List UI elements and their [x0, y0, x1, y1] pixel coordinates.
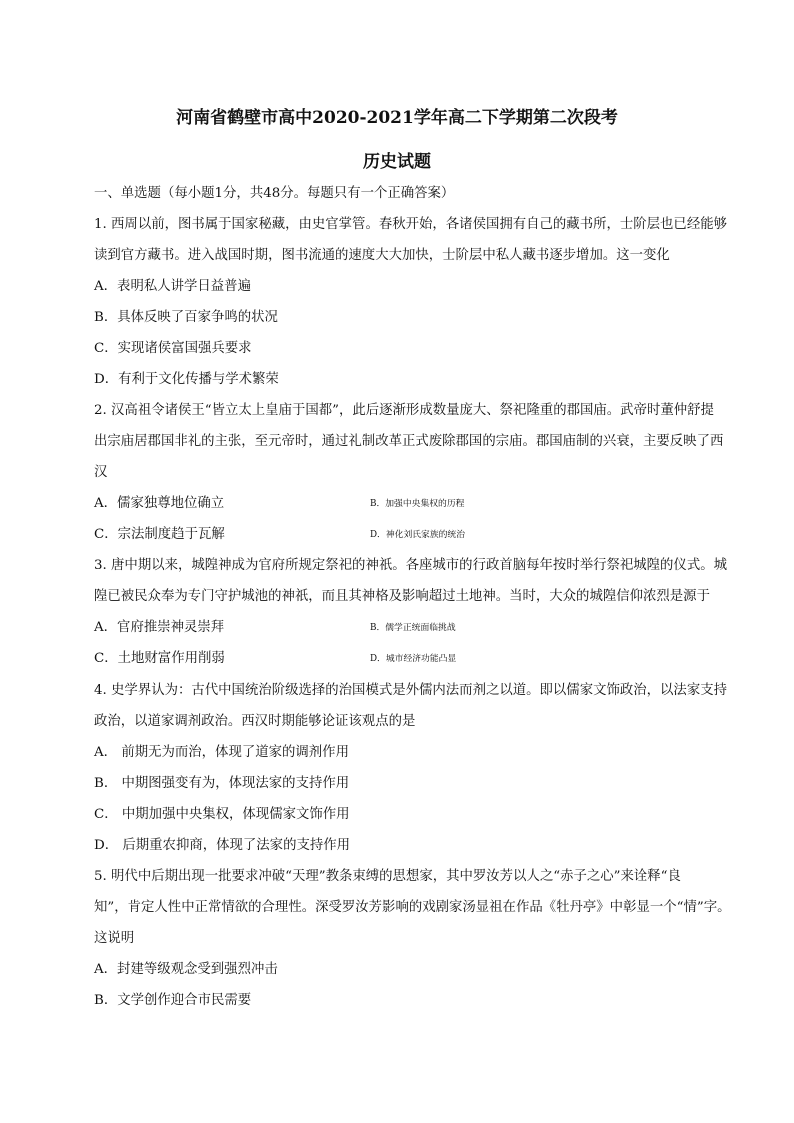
- question-4-option-d: D． 后期重农抑商，体现了法家的支持作用: [94, 838, 351, 853]
- question-2-option-c: C．宗法制度趋于瓦解: [94, 527, 225, 542]
- question-4-option-a: A． 前期无为而治，体现了道家的调剂作用: [94, 745, 349, 760]
- question-1-option-c: C．实现诸侯富国强兵要求: [94, 341, 252, 356]
- question-5-option-b: B．文学创作迎合市民需要: [94, 993, 252, 1008]
- question-4-option-c: C． 中期加强中央集权，体现儒家文饰作用: [94, 807, 350, 822]
- exam-subject: 历史试题: [363, 152, 431, 172]
- question-3-option-d: D．城市经济功能凸显: [370, 654, 457, 664]
- question-3-option-a: A．官府推崇神灵崇拜: [94, 620, 225, 635]
- question-3-option-c: C．土地财富作用削弱: [94, 651, 225, 666]
- section-heading: 一、单选题（每小题1分，共48分。每题只有一个正确答案）: [94, 186, 455, 201]
- question-2-option-a: A．儒家独尊地位确立: [94, 496, 225, 511]
- question-2-option-b: B．加强中央集权的历程: [370, 499, 465, 509]
- question-3-stem-line-1: 3. 唐中期以来，城隍神成为官府所规定祭祀的神祇。各座城市的行政首脑每年按时举行祭祀城隍的仪式。城: [94, 558, 727, 573]
- question-4-option-b: B． 中期图强变有为，体现法家的支持作用: [94, 776, 350, 791]
- question-5-stem-line-3: 这说明: [94, 931, 135, 946]
- question-1-option-d: D．有利于文化传播与学术繁荣: [94, 372, 279, 387]
- question-1-option-a: A．表明私人讲学日益普遍: [94, 279, 251, 294]
- question-5-option-a: A．封建等级观念受到强烈冲击: [94, 962, 278, 977]
- question-2-stem-line-2: 出宗庙居郡国非礼的主张，至元帝时，通过礼制改革正式废除郡国的宗庙。郡国庙制的兴衰，主要反映了西: [94, 434, 724, 449]
- question-1-stem-line-2: 读到官方藏书。进入战国时期，图书流通的速度大大加快，士阶层中私人藏书逐步增加。这一变化: [94, 248, 670, 263]
- question-2-stem-line-3: 汉: [94, 465, 108, 480]
- exam-title: 河南省鹤壁市高中2020-2021学年高二下学期第二次段考: [176, 108, 618, 128]
- question-4-stem-line-1: 4. 史学界认为：古代中国统治阶级选择的治国模式是外儒内法而剂之以道。即以儒家文饰政治，以法家支持: [94, 683, 727, 698]
- question-2-option-d: D．神化刘氏家族的统治: [370, 530, 466, 540]
- question-1-stem-line-1: 1. 西周以前，图书属于国家秘藏，由史官掌管。春秋开始，各诸侯国拥有自己的藏书所，士阶层也已经能够: [94, 217, 727, 232]
- question-5-stem-line-1: 5. 明代中后期出现一批要求冲破“天理”教条束缚的思想家，其中罗汝芳以人之“赤子之心”来诠释“良: [94, 869, 681, 884]
- question-5-stem-line-2: 知”，肯定人性中正常情欲的合理性。深受罗汝芳影响的戏剧家汤显祖在作品《牡丹亭》中彰显一个“情”字。: [94, 900, 731, 915]
- question-1-option-b: B．具体反映了百家争鸣的状况: [94, 310, 278, 325]
- question-3-option-b: B．儒学正统面临挑战: [370, 623, 456, 633]
- question-2-stem-line-1: 2. 汉高祖令诸侯王“皆立太上皇庙于国都”，此后逐渐形成数量庞大、祭祀隆重的郡国庙。武帝时董仲舒提: [94, 403, 714, 418]
- question-4-stem-line-2: 政治，以道家调剂政治。西汉时期能够论证该观点的是: [94, 714, 416, 729]
- question-3-stem-line-2: 隍已被民众奉为专门守护城池的神祇，而且其神格及影响超过土地神。当时，大众的城隍信仰浓烈是源于: [94, 589, 710, 604]
